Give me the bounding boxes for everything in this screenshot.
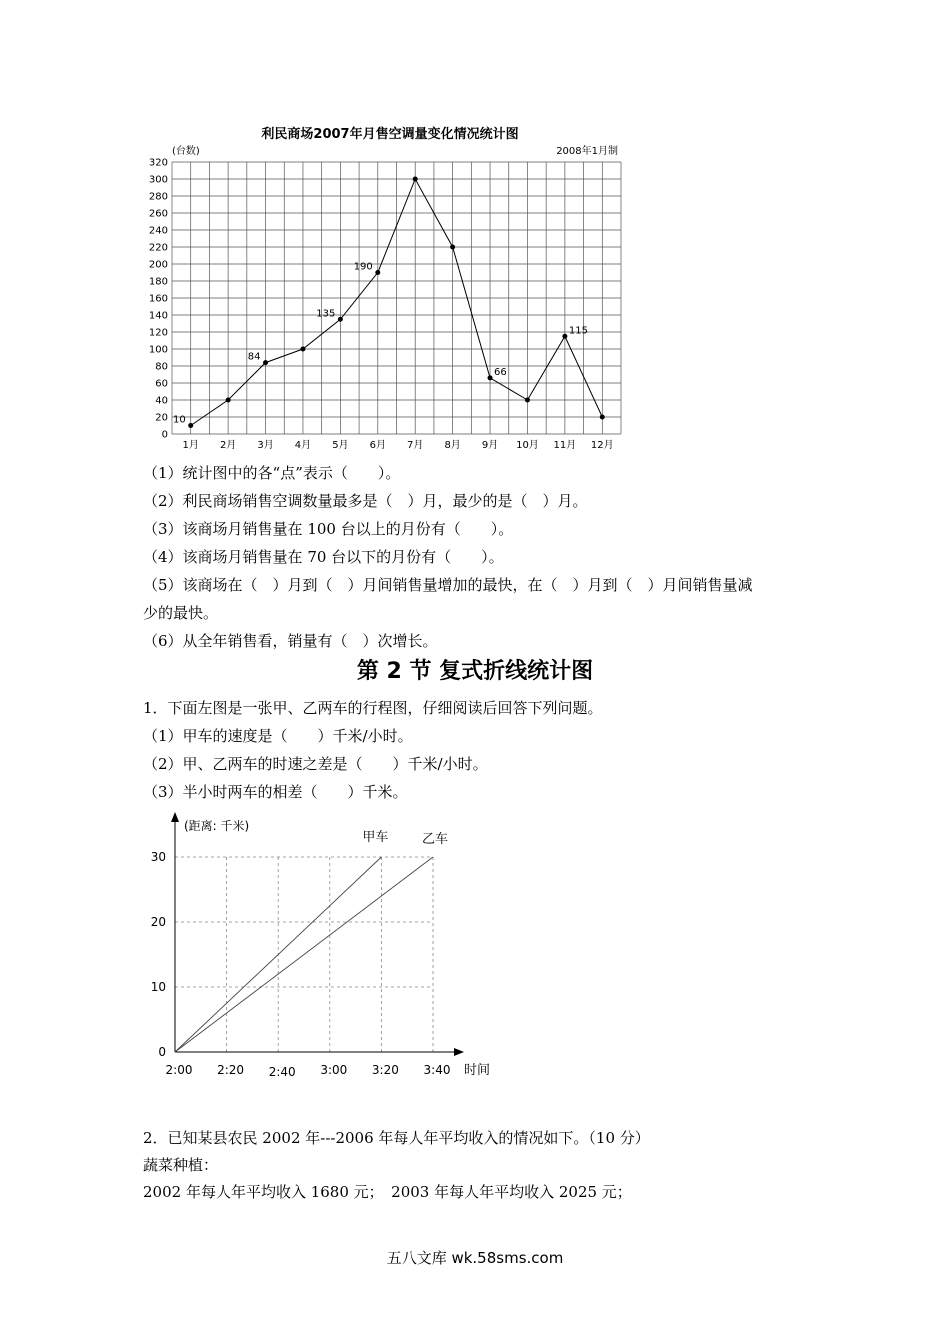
chart1-data-point: [600, 415, 605, 420]
chart1-title: 利民商场2007年月售空调量变化情况统计图: [261, 127, 519, 142]
chart1-data-point: [450, 245, 455, 250]
chart2-x-tick-label: 3:00: [320, 1063, 348, 1077]
question-line: （1）甲车的速度是（ ）千米/小时。: [143, 727, 413, 745]
question-line: 2002 年每人年平均收入 1680 元； 2003 年每人年平均收入 2025 元；: [143, 1183, 632, 1201]
chart1-y-tick-label: 0: [161, 429, 168, 441]
chart2-x-label: 时间: [464, 1063, 491, 1078]
question-line: （2）甲、乙两车的时速之差是（ ）千米/小时。: [143, 755, 488, 773]
question-line: 蔬菜种植：: [143, 1156, 219, 1174]
chart1-data-point: [226, 398, 231, 403]
question-line: 2．已知某县农民 2002 年---2006 年每人年平均收入的情况如下。（10 分）: [143, 1129, 650, 1147]
chart1-y-tick-label: 40: [155, 395, 168, 407]
chart1-x-tick-label: 2月: [219, 440, 237, 451]
chart1-y-tick-label: 100: [148, 344, 168, 356]
chart2-x-arrow: [454, 1048, 464, 1056]
chart1-data-label: 84: [247, 351, 261, 363]
chart1-y-tick-label: 20: [155, 412, 168, 424]
question-line: （3）该商场月销售量在 100 台以上的月份有（ ）。: [143, 520, 514, 538]
question-line: （2）利民商场销售空调数量最多是（ ）月，最少的是（ ）月。: [143, 492, 588, 510]
chart1-data-point: [338, 317, 343, 322]
chart1-y-tick-label: 160: [148, 293, 168, 305]
chart1-y-tick-label: 180: [148, 276, 168, 288]
section-heading: 第 2 节 复式折线统计图: [356, 659, 594, 684]
chart2-y-tick-label: 10: [150, 980, 166, 994]
question-line: （4）该商场月销售量在 70 台以下的月份有（ ）。: [143, 548, 504, 566]
chart1-data-label: 66: [494, 366, 507, 378]
chart2-y-unit: (距离: 千米): [184, 819, 250, 833]
chart2-series-line: [175, 857, 433, 1052]
chart1-y-tick-label: 320: [148, 157, 168, 169]
question-line: （3）半小时两车的相差（ ）千米。: [143, 783, 408, 801]
question-line: 少的最快。: [143, 604, 219, 622]
chart1-grid: [172, 162, 621, 434]
chart1-y-tick-label: 60: [155, 378, 168, 390]
chart1-y-tick-label: 80: [155, 361, 168, 373]
chart2-y-tick-label: 20: [150, 915, 166, 929]
chart1-y-tick-label: 300: [148, 174, 168, 186]
chart1-y-tick-label: 240: [148, 225, 168, 237]
chart1-data-label: 135: [316, 308, 336, 320]
chart1-data-label: 10: [172, 414, 186, 426]
question-line: （6）从全年销售看，销量有（ ）次增长。: [143, 632, 438, 650]
chart1-x-tick-label: 1月: [182, 440, 199, 451]
question-line: （1）统计图中的各“点”表示（ ）。: [143, 464, 401, 482]
chart1-data-point: [375, 270, 380, 275]
chart1-x-tick-label: 4月: [294, 440, 312, 451]
chart2-x-tick-label: 3:20: [371, 1063, 399, 1077]
chart1-y-ticks: [149, 158, 168, 441]
chart2-x-tick-label: 2:20: [217, 1063, 245, 1077]
chart1-y-tick-label: 200: [148, 259, 168, 271]
chart1-y-tick-label: 280: [148, 191, 168, 203]
chart1-x-tick-label: 9月: [481, 440, 499, 451]
chart1-y-tick-label: 260: [148, 208, 168, 220]
chart2-series-name: 甲车: [362, 830, 389, 845]
travel-line-chart: [140, 808, 500, 1093]
chart1-data-label: 115: [568, 325, 588, 337]
chart1-y-tick-label: 220: [148, 242, 168, 254]
question-line: 1．下面左图是一张甲、乙两车的行程图，仔细阅读后回答下列问题。: [143, 699, 603, 717]
chart1-date-note: 2008年1月制: [556, 146, 618, 157]
chart1-data-point: [562, 334, 567, 339]
chart2-x-tick-label: 2:40: [268, 1065, 296, 1079]
chart1-data-point: [488, 375, 493, 380]
chart1-x-tick-label: 6月: [369, 440, 386, 451]
chart1-data-point: [525, 398, 530, 403]
chart1-x-tick-label: 3月: [257, 440, 274, 451]
chart1-y-tick-label: 140: [148, 310, 168, 322]
chart1-x-tick-label: 7月: [407, 440, 424, 451]
chart2-series-name: 乙车: [421, 832, 449, 847]
chart1-x-tick-label: 11月: [553, 440, 577, 451]
chart2-x-ticks: [166, 1063, 451, 1079]
sales-line-chart: [140, 118, 630, 458]
chart1-x-ticks: [183, 439, 614, 451]
chart1-x-tick-label: 12月: [590, 440, 614, 451]
chart1-data-label: 190: [353, 261, 373, 273]
chart1-data-point: [188, 423, 193, 428]
footer-watermark: 五八文库 wk.58sms.com: [386, 1249, 564, 1267]
chart1-data-point: [413, 177, 418, 182]
chart1-data-point: [263, 360, 268, 365]
chart1-x-tick-label: 8月: [444, 440, 461, 451]
chart2-x-tick-label: 2:00: [165, 1063, 193, 1077]
chart1-data-point: [300, 347, 305, 352]
chart1-x-tick-label: 10月: [516, 440, 539, 451]
chart2-y-ticks: [151, 850, 166, 1059]
chart2-series: [175, 830, 448, 1052]
chart2-y-tick-label: 0: [158, 1045, 166, 1059]
chart1-x-tick-label: 5月: [332, 440, 349, 451]
chart2-y-arrow: [171, 812, 179, 822]
chart1-y-unit: (台数): [172, 146, 200, 157]
question-line: （5）该商场在（ ）月到（ ）月间销售量增加的最快，在（ ）月到（ ）月间销售量减: [143, 576, 753, 594]
chart1-y-tick-label: 120: [148, 327, 168, 339]
chart2-x-tick-label: 3:40: [423, 1063, 451, 1077]
chart2-series-line: [175, 857, 381, 1052]
chart2-y-tick-label: 30: [150, 850, 166, 864]
